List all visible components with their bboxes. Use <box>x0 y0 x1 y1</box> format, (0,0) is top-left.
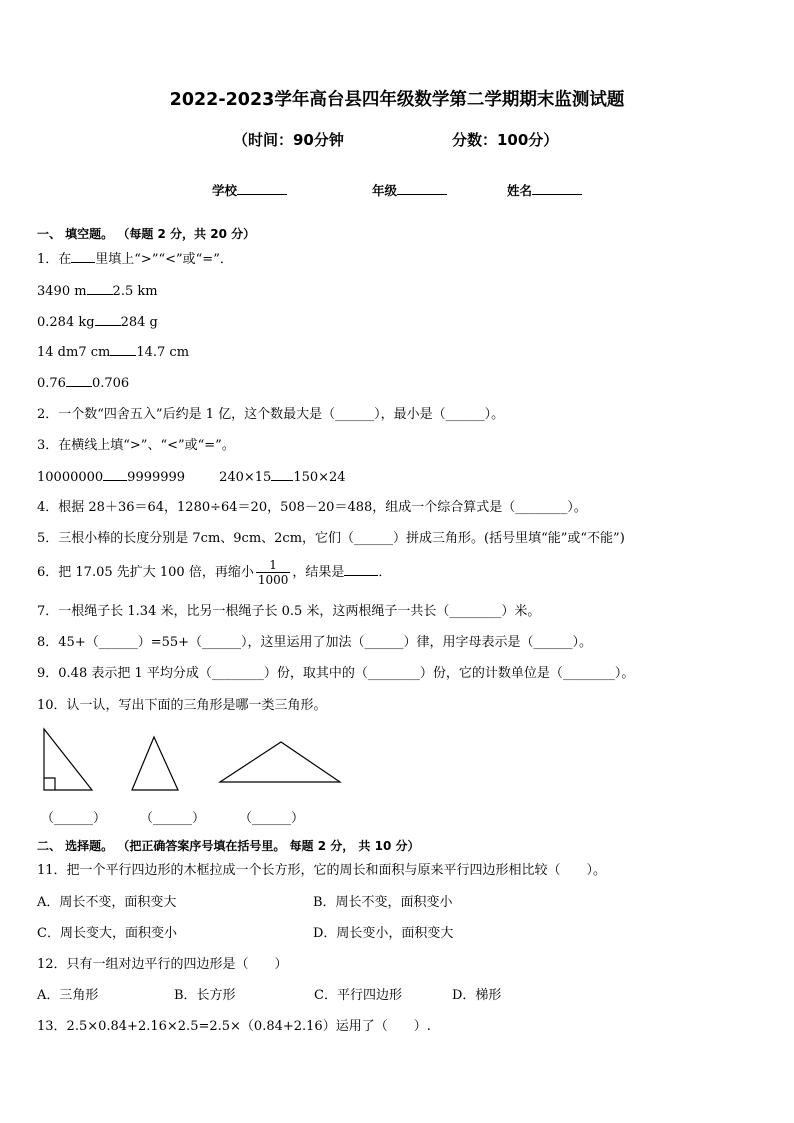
question-12-option-a: A．三角形 <box>37 988 99 1003</box>
page-title: 2022-2023学年高台县四年级数学第二学期期末监测试题 <box>169 90 625 110</box>
triangle-3-answer: （______） <box>239 811 305 826</box>
section-2-heading: 二、 选择题。 （把正确答案序号填在括号里。 每题 2 分， 共 10 分） <box>37 839 420 853</box>
fraction-one-thousandth: $\frac{1}{1000}$ <box>257 558 289 587</box>
triangle-1-answer: （______） <box>41 811 107 826</box>
grade-label: 年级 <box>372 183 398 198</box>
question-11-option-d: D．周长变小，面积变大 <box>313 926 454 941</box>
question-1-line-1: 3490 m 2.5 km <box>37 284 158 299</box>
question-7: 7．一根绳子长 1.34 米，比另一根绳子长 0.5 米，这两根绳子一共长（________）米。 <box>37 604 541 619</box>
right-triangle <box>44 729 92 790</box>
question-3: 3．在横线上填“>”、“<”或“=”。 <box>37 438 235 453</box>
triangle-2-answer: （______） <box>140 811 206 826</box>
question-12: 12．只有一组对边平行的四边形是（ ） <box>37 957 288 972</box>
name-label: 姓名 <box>507 183 533 198</box>
question-12-option-d: D．梯形 <box>452 988 502 1003</box>
question-12-option-b: B．长方形 <box>174 988 236 1003</box>
school-label: 学校 <box>212 183 238 198</box>
obtuse-triangle <box>220 742 340 782</box>
question-2: 2．一个数“四舍五入”后约是 1 亿，这个数最大是（______），最小是（______）。 <box>37 407 505 422</box>
exam-time: （时间：90分钟 <box>233 131 344 149</box>
question-13: 13．2.5×0.84+2.16×2.5=2.5×（0.84+2.16）运用了（ ）. <box>37 1019 431 1034</box>
question-12-option-c: C．平行四边形 <box>314 988 402 1003</box>
acute-triangle <box>132 737 178 790</box>
question-4: 4．根据 28＋36＝64，1280÷64＝20，508－20＝488，组成一个综合算式是（________）。 <box>37 500 587 515</box>
question-1-line-3: 14 dm7 cm 14.7 cm <box>37 345 190 360</box>
question-5: 5．三根小棒的长度分别是 7cm、9cm、2cm，它们（______）拼成三角形。(括号里填“能”或“不能”) <box>37 531 625 546</box>
section-1-heading: 一、 填空题。 （每题 2 分，共 20 分） <box>37 227 256 241</box>
question-10: 10．认一认，写出下面的三角形是哪一类三角形。 <box>37 698 327 713</box>
question-11-option-b: B．周长不变，面积变小 <box>313 895 453 910</box>
question-3-items: 10000000 9999999 240×15 150×24 <box>37 470 346 485</box>
question-1: 1．在 里填上“>”“<”或“=”． <box>37 252 233 267</box>
question-9: 9．0.48 表示把 1 平均分成（________）份，取其中的（________）份，它的计数单位是（________）。 <box>37 666 635 681</box>
question-11-option-c: C．周长变大，面积变小 <box>37 926 177 941</box>
exam-score: 分数：100分） <box>452 131 559 149</box>
question-6: 6．把 17.05 先扩大 100 倍，再缩小 $\frac{1}{1000}$ ，结果是 ． <box>37 558 392 587</box>
question-11-option-a: A．周长不变，面积变大 <box>37 895 177 910</box>
question-1-line-2: 0.284 kg 284 g <box>37 315 158 330</box>
question-11: 11．把一个平行四边形的木框拉成一个长方形，它的周长和面积与原来平行四边形相比较（ ）。 <box>37 863 607 878</box>
question-1-line-4: 0.76 0.706 <box>37 376 130 391</box>
question-8: 8．45+（______）=55+（______），这里运用了加法（______）律，用字母表示是（______）。 <box>37 635 593 650</box>
